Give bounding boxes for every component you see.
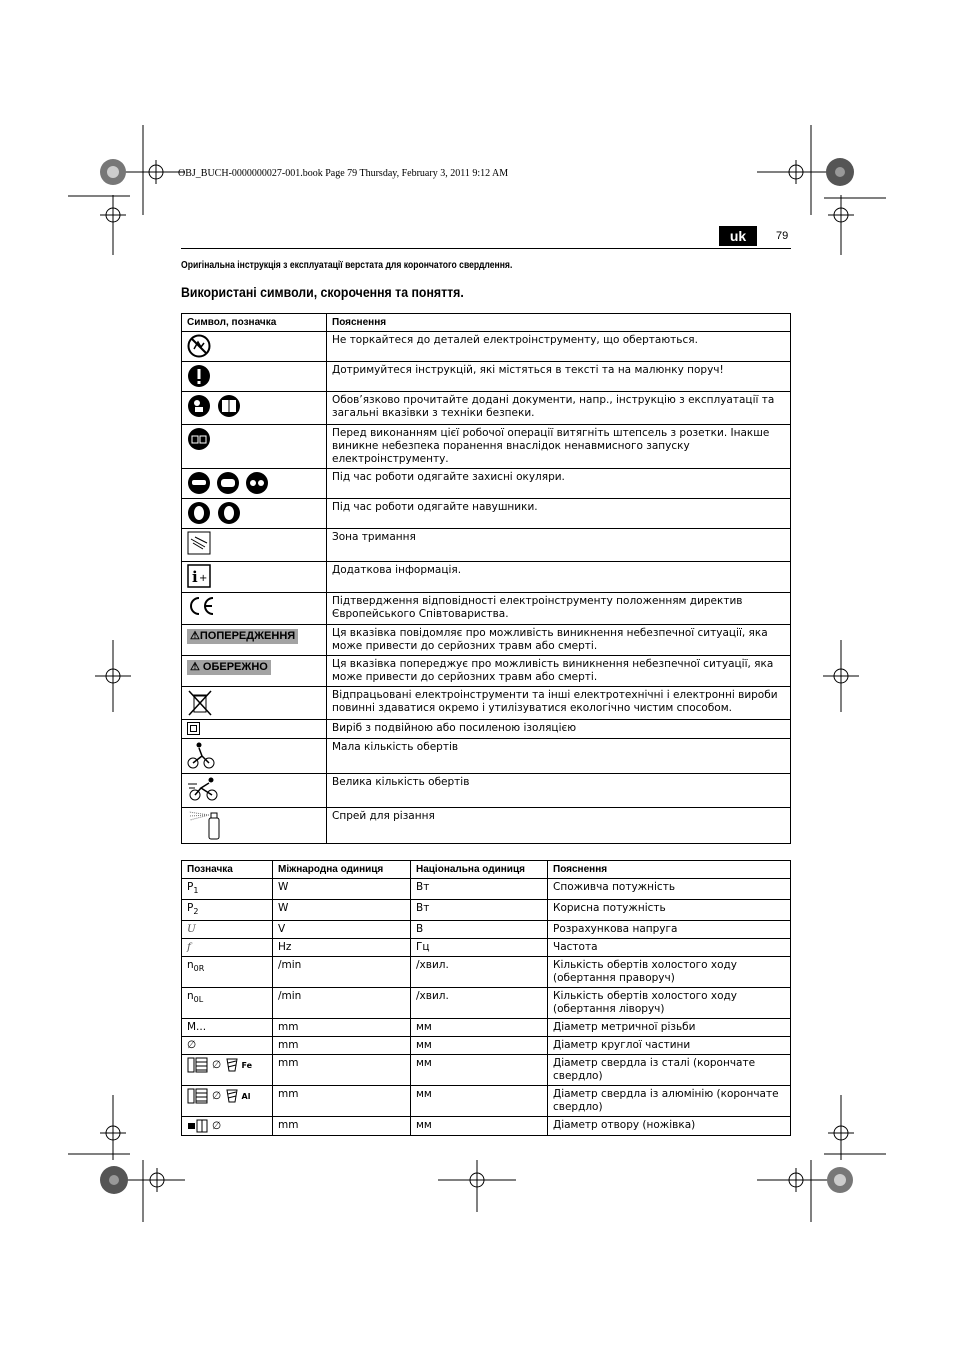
- symbol-cell: [182, 332, 327, 362]
- table-row: [182, 469, 791, 499]
- unit-symbol: U: [187, 923, 196, 935]
- material-tag: Fe: [241, 1061, 253, 1070]
- ce-mark-icon: [187, 595, 217, 617]
- fast-cyclist-icon: [187, 776, 219, 802]
- slow-cyclist-icon: [187, 741, 215, 769]
- units-col-intl: Міжнародна одиниця: [273, 861, 411, 879]
- unit-symbol: n: [187, 990, 194, 1002]
- unit-symbol-cell: [182, 1086, 273, 1117]
- core-drill-aluminium-icon: [225, 1088, 239, 1104]
- unit-symbol-cell: [182, 957, 273, 988]
- explanation-cell: Відпрацьовані електроінструменти та інші електротехнічні і електронні вироби повинні здаватися окремо і утилізуватися екологічно чистим способом.: [327, 687, 791, 720]
- symbols-header-row: [182, 314, 791, 332]
- symbol-cell: [182, 425, 327, 469]
- symbol-cell: [182, 469, 327, 499]
- table-row: [182, 900, 791, 921]
- national-unit-cell: В: [411, 921, 548, 939]
- explanation-cell: Діаметр свердла із сталі (корончате свердло): [548, 1055, 791, 1086]
- intl-unit-cell: mm: [273, 1019, 411, 1037]
- symbols-col-explanation: Пояснення: [327, 314, 791, 332]
- table-row: [182, 687, 791, 720]
- explanation-cell: Під час роботи одягайте навушники.: [327, 499, 791, 529]
- unit-symbol-cell: [182, 1055, 273, 1086]
- explanation-cell: Зона тримання: [327, 529, 791, 562]
- table-row: [182, 1117, 791, 1136]
- units-header-row: [182, 861, 791, 879]
- unit-symbol-cell: [182, 879, 273, 900]
- explanation-cell: Корисна потужність: [548, 900, 791, 921]
- intl-unit-cell: mm: [273, 1117, 411, 1136]
- read-manual-icon: [187, 394, 243, 418]
- explanation-cell: Виріб з подвійною або посиленою ізоляцією: [327, 720, 791, 739]
- symbol-cell: [182, 593, 327, 625]
- unit-symbol: M...: [187, 1021, 207, 1033]
- national-unit-cell: /хвил.: [411, 957, 548, 988]
- explanation-cell: Розрахункова напруга: [548, 921, 791, 939]
- crop-mark-mr: [823, 640, 859, 712]
- page-number: 79: [776, 230, 789, 242]
- weee-bin-icon: [187, 689, 213, 717]
- unit-symbol-cell: [182, 939, 273, 957]
- symbol-cell: [182, 499, 327, 529]
- intl-unit-cell: W: [273, 879, 411, 900]
- table-row: [182, 988, 791, 1019]
- explanation-cell: Під час роботи одягайте захисні окуляри.: [327, 469, 791, 499]
- symbol-cell: [182, 392, 327, 425]
- national-unit-cell: мм: [411, 1055, 548, 1086]
- symbol-cell: [182, 773, 327, 807]
- svg-text:i: i: [192, 568, 198, 586]
- table-row: [182, 921, 791, 939]
- unit-symbol: f: [187, 941, 191, 953]
- symbol-cell: [182, 562, 327, 593]
- table-row: [182, 957, 791, 988]
- intl-unit-cell: mm: [273, 1037, 411, 1055]
- unit-symbol-sub: 2: [193, 907, 199, 916]
- table-row: [182, 807, 791, 843]
- crop-mark-bc: [438, 1160, 516, 1212]
- national-unit-cell: мм: [411, 1086, 548, 1117]
- explanation-cell: Велика кількість обертів: [327, 773, 791, 807]
- explanation-cell: Кількість обертів холостого ходу (обертання ліворуч): [548, 988, 791, 1019]
- color-wheel-tr: [826, 158, 854, 186]
- no-touch-rotating-icon: [187, 334, 211, 358]
- symbol-cell: [182, 687, 327, 720]
- table-row: [182, 332, 791, 362]
- intl-unit-cell: mm: [273, 1086, 411, 1117]
- symbols-col-symbol: Символ, позначка: [182, 314, 327, 332]
- table-row: [182, 738, 791, 773]
- symbol-cell: [182, 529, 327, 562]
- book-file-line: OBJ_BUCH-0000000027-001.book Page 79 Thursday, February 3, 2011 9:12 AM: [178, 168, 509, 179]
- table-row: [182, 392, 791, 425]
- unit-symbol: P: [187, 902, 194, 914]
- unit-symbol: ∅: [212, 1120, 222, 1132]
- explanation-cell: Перед виконанням цієї робочої операції витягніть штепсель з розетки. Інакше виникне небезпека поранення внаслідок ненавмисного запуску електроінструменту.: [327, 425, 791, 469]
- national-unit-cell: мм: [411, 1019, 548, 1037]
- symbol-cell: [182, 362, 327, 392]
- table-row: [182, 720, 791, 739]
- unit-symbol-cell: [182, 1037, 273, 1055]
- header-rule: [181, 248, 791, 249]
- color-wheel-bl: [100, 1166, 128, 1194]
- table-row: [182, 656, 791, 687]
- intl-unit-cell: W: [273, 900, 411, 921]
- drill-steel-icon: [187, 1057, 209, 1073]
- drill-aluminium-icon: [187, 1088, 209, 1104]
- table-row: [182, 529, 791, 562]
- explanation-cell: Частота: [548, 939, 791, 957]
- explanation-cell: Спрей для різання: [327, 807, 791, 843]
- table-row: [182, 1019, 791, 1037]
- unit-symbol: P: [187, 881, 194, 893]
- grip-zone-icon: [187, 531, 211, 555]
- table-row: [182, 939, 791, 957]
- warning-label: ⚠ПОПЕРЕДЖЕННЯ: [187, 629, 298, 644]
- document-subtitle: Оригінальна інструкція з експлуатації верстата для корончатого свердлення.: [181, 260, 513, 271]
- intl-unit-cell: /min: [273, 988, 411, 1019]
- symbol-cell: [182, 738, 327, 773]
- symbol-cell: [182, 807, 327, 843]
- safety-glasses-icon: [187, 471, 269, 495]
- bore-hole-icon: [187, 1119, 209, 1133]
- symbols-table: [181, 313, 791, 844]
- intl-unit-cell: /min: [273, 957, 411, 988]
- unplug-icon: [187, 427, 211, 451]
- explanation-cell: Кількість обертів холостого ходу (обертання праворуч): [548, 957, 791, 988]
- table-row: [182, 773, 791, 807]
- double-insulation-icon: [187, 722, 200, 735]
- section-heading: Використані символи, скорочення та поняття.: [181, 284, 464, 300]
- explanation-cell: Діаметр отвору (ножівка): [548, 1117, 791, 1136]
- info-icon: [187, 564, 211, 588]
- explanation-cell: Діаметр свердла із алюмінію (корончате свердло): [548, 1086, 791, 1117]
- caution-label: ⚠ ОБЕРЕЖНО: [187, 660, 271, 675]
- explanation-cell: Діаметр метричної різьби: [548, 1019, 791, 1037]
- color-wheel-br: [827, 1167, 853, 1193]
- table-row: [182, 1086, 791, 1117]
- crop-mark-tl: [68, 125, 185, 255]
- explanation-cell: Споживча потужність: [548, 879, 791, 900]
- unit-symbol-sub: 0R: [193, 964, 205, 973]
- core-drill-steel-icon: [225, 1057, 239, 1073]
- unit-symbol-cell: [182, 921, 273, 939]
- table-row: [182, 879, 791, 900]
- national-unit-cell: Вт: [411, 900, 548, 921]
- unit-symbol-cell: [182, 988, 273, 1019]
- explanation-cell: Діаметр круглої частини: [548, 1037, 791, 1055]
- unit-symbol-cell: [182, 900, 273, 921]
- crop-mark-ml: [95, 640, 131, 712]
- unit-symbol-cell: [182, 1117, 273, 1136]
- caution-label-text: ОБЕРЕЖНО: [202, 661, 268, 673]
- unit-symbol: ∅: [212, 1059, 222, 1071]
- explanation-cell: Ця вказівка попереджує про можливість виникнення небезпечної ситуації, яка може привести до серйозних травм або смерті.: [327, 656, 791, 687]
- national-unit-cell: /хвил.: [411, 988, 548, 1019]
- explanation-cell: Обов’язково прочитайте додані документи, напр., інструкцію з експлуатації та загальні вказівки з техніки безпеки.: [327, 392, 791, 425]
- unit-symbol: ∅: [212, 1090, 222, 1102]
- table-row: [182, 1037, 791, 1055]
- intl-unit-cell: V: [273, 921, 411, 939]
- color-wheel-tl: [100, 159, 126, 185]
- unit-symbol: ∅: [187, 1039, 197, 1051]
- table-row: [182, 625, 791, 656]
- intl-unit-cell: Hz: [273, 939, 411, 957]
- table-row: [182, 499, 791, 529]
- ear-protection-icon: [187, 501, 243, 525]
- units-col-symbol: Позначка: [182, 861, 273, 879]
- explanation-cell: Ця вказівка повідомляє про можливість виникнення небезпечної ситуації, яка може привести до серйозних травм або смерті.: [327, 625, 791, 656]
- table-row: [182, 1055, 791, 1086]
- explanation-cell: Підтвердження відповідності електроінструменту положенням директив Європейського Співтовариства.: [327, 593, 791, 625]
- table-row: [182, 362, 791, 392]
- national-unit-cell: мм: [411, 1117, 548, 1136]
- unit-symbol-sub: 0L: [193, 995, 204, 1004]
- national-unit-cell: Гц: [411, 939, 548, 957]
- national-unit-cell: Вт: [411, 879, 548, 900]
- material-tag: Al: [241, 1092, 251, 1101]
- table-row: [182, 562, 791, 593]
- explanation-cell: Не торкайтеся до деталей електроінструменту, що обертаються.: [327, 332, 791, 362]
- intl-unit-cell: mm: [273, 1055, 411, 1086]
- explanation-cell: Мала кількість обертів: [327, 738, 791, 773]
- cutting-spray-icon: [187, 810, 223, 840]
- unit-symbol-cell: [182, 1019, 273, 1037]
- national-unit-cell: мм: [411, 1037, 548, 1055]
- symbol-cell: [182, 656, 327, 687]
- explanation-cell: Дотримуйтеся інструкцій, які містяться в тексті та на малюнку поруч!: [327, 362, 791, 392]
- unit-symbol: n: [187, 959, 194, 971]
- explanation-cell: Додаткова інформація.: [327, 562, 791, 593]
- units-col-explanation: Пояснення: [548, 861, 791, 879]
- warning-label-text: ПОПЕРЕДЖЕННЯ: [199, 630, 296, 642]
- symbol-cell: [182, 625, 327, 656]
- table-row: [182, 593, 791, 625]
- crop-mark-bl: [68, 1095, 185, 1222]
- exclamation-icon: [187, 364, 211, 388]
- symbol-cell: [182, 720, 327, 739]
- svg-text:+: +: [199, 573, 208, 584]
- units-col-national: Національна одиниця: [411, 861, 548, 879]
- table-row: [182, 425, 791, 469]
- units-table: [181, 860, 791, 1136]
- language-badge: uk: [719, 226, 757, 246]
- unit-symbol-sub: 1: [193, 886, 199, 895]
